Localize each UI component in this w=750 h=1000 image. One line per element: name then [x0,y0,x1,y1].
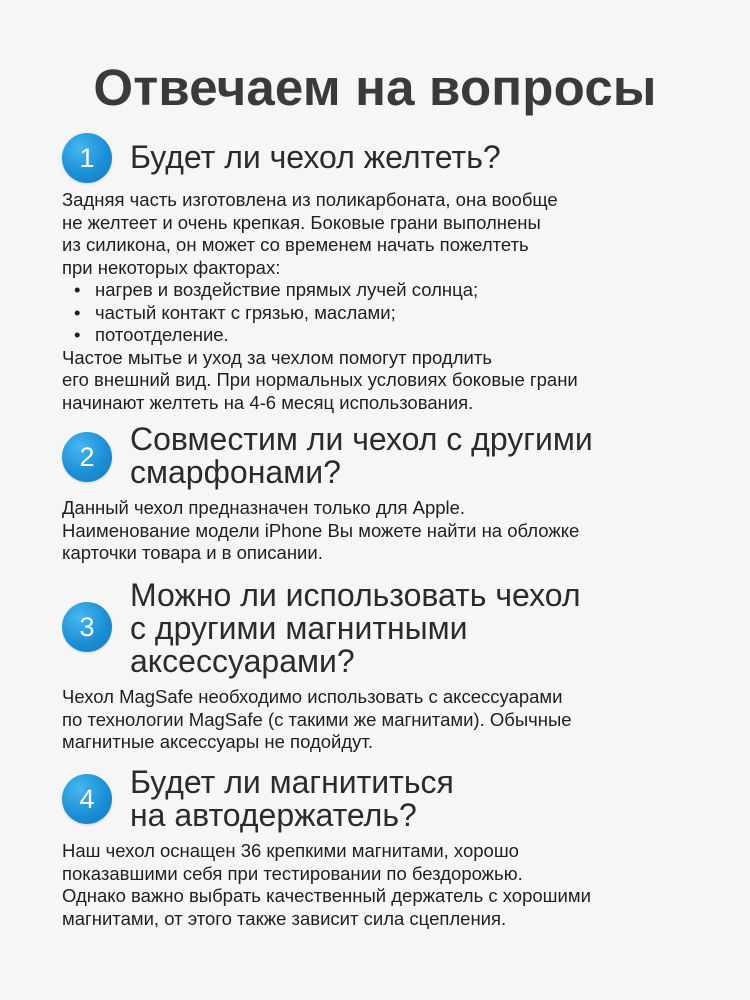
bullet-icon: • [74,301,81,323]
question-line: на автодержатель? [130,797,417,833]
answer-line: Однако важно выбрать качественный держатель с хорошими [62,885,591,906]
question-line: аксессуарами? [130,643,355,679]
question-line: Будет ли магнититься [130,764,454,800]
answer-line: начинают желтеть на 4-6 месяц использования. [62,391,474,413]
faq-question-2 [62,423,722,489]
faq-question-3 [62,579,722,678]
faq-item-4 [62,766,722,930]
answer-line: его внешний вид. При нормальных условиях боковые грани [62,369,578,390]
answer-line: Чехол MagSafe необходимо использовать с аксессуарами [62,686,563,707]
answer-line: по технологии MagSafe (с такими же магнитами). Обычные [62,708,572,730]
list-item: • потоотделение. [74,324,229,345]
list-item: • нагрев и воздействие прямых лучей солнца; [74,279,479,300]
number-badge-4: 4 [62,774,112,824]
answer-line: из силикона, он может со временем начать пожелтеть [62,234,529,255]
question-line: Будет ли чехол желтеть? [130,139,501,175]
faq-question-4 [62,766,722,832]
answer-line: Наш чехол оснащен 36 крепкими магнитами, хорошо [62,840,519,861]
question-line: Совместим ли чехол с другими [130,421,593,457]
question-line: смарфонами? [130,454,341,490]
answer-line: магнитные аксессуары не подойдут. [62,731,373,752]
number-badge-3: 3 [62,602,112,652]
faq-answer-4 [62,840,722,930]
answer-line: карточки товара и в описании. [62,542,323,563]
faq-item-3 [62,579,722,754]
number-badge-1: 1 [62,133,112,183]
number-badge-2: 2 [62,432,112,482]
bullet-icon: • [74,324,81,345]
bullet-icon: • [74,279,81,300]
list-item: • частый контакт с грязью, маслами; [74,301,396,323]
question-line: Можно ли использовать чехол [130,577,581,613]
answer-line: Наименование модели iPhone Вы можете найти на обложке [62,519,580,541]
page-title: Отвечаем на вопросы [93,59,657,116]
answer-line: Частое мытье и уход за чехлом помогут продлить [62,346,492,368]
faq-answer-1 [62,189,722,414]
faq-answer-2 [62,497,722,565]
answer-line: магнитами, от этого также зависит сила сцепления. [62,907,507,929]
answer-line: Задняя часть изготовлена из поликарбоната, она вообще [62,189,558,210]
factor-list [62,279,722,347]
faq-item-2 [62,423,722,565]
answer-line: при некоторых факторах: [62,256,281,278]
faq-item-1 [62,133,722,414]
faq-answer-3 [62,686,722,754]
faq-question-1 [62,133,722,174]
question-line: с другими магнитными [130,610,468,646]
answer-line: показавшими себя при тестировании по бездорожью. [62,862,523,884]
answer-line: не желтеет и очень крепкая. Боковые грани выполнены [62,211,541,233]
answer-line: Данный чехол предназначен только для Apple. [62,497,466,518]
